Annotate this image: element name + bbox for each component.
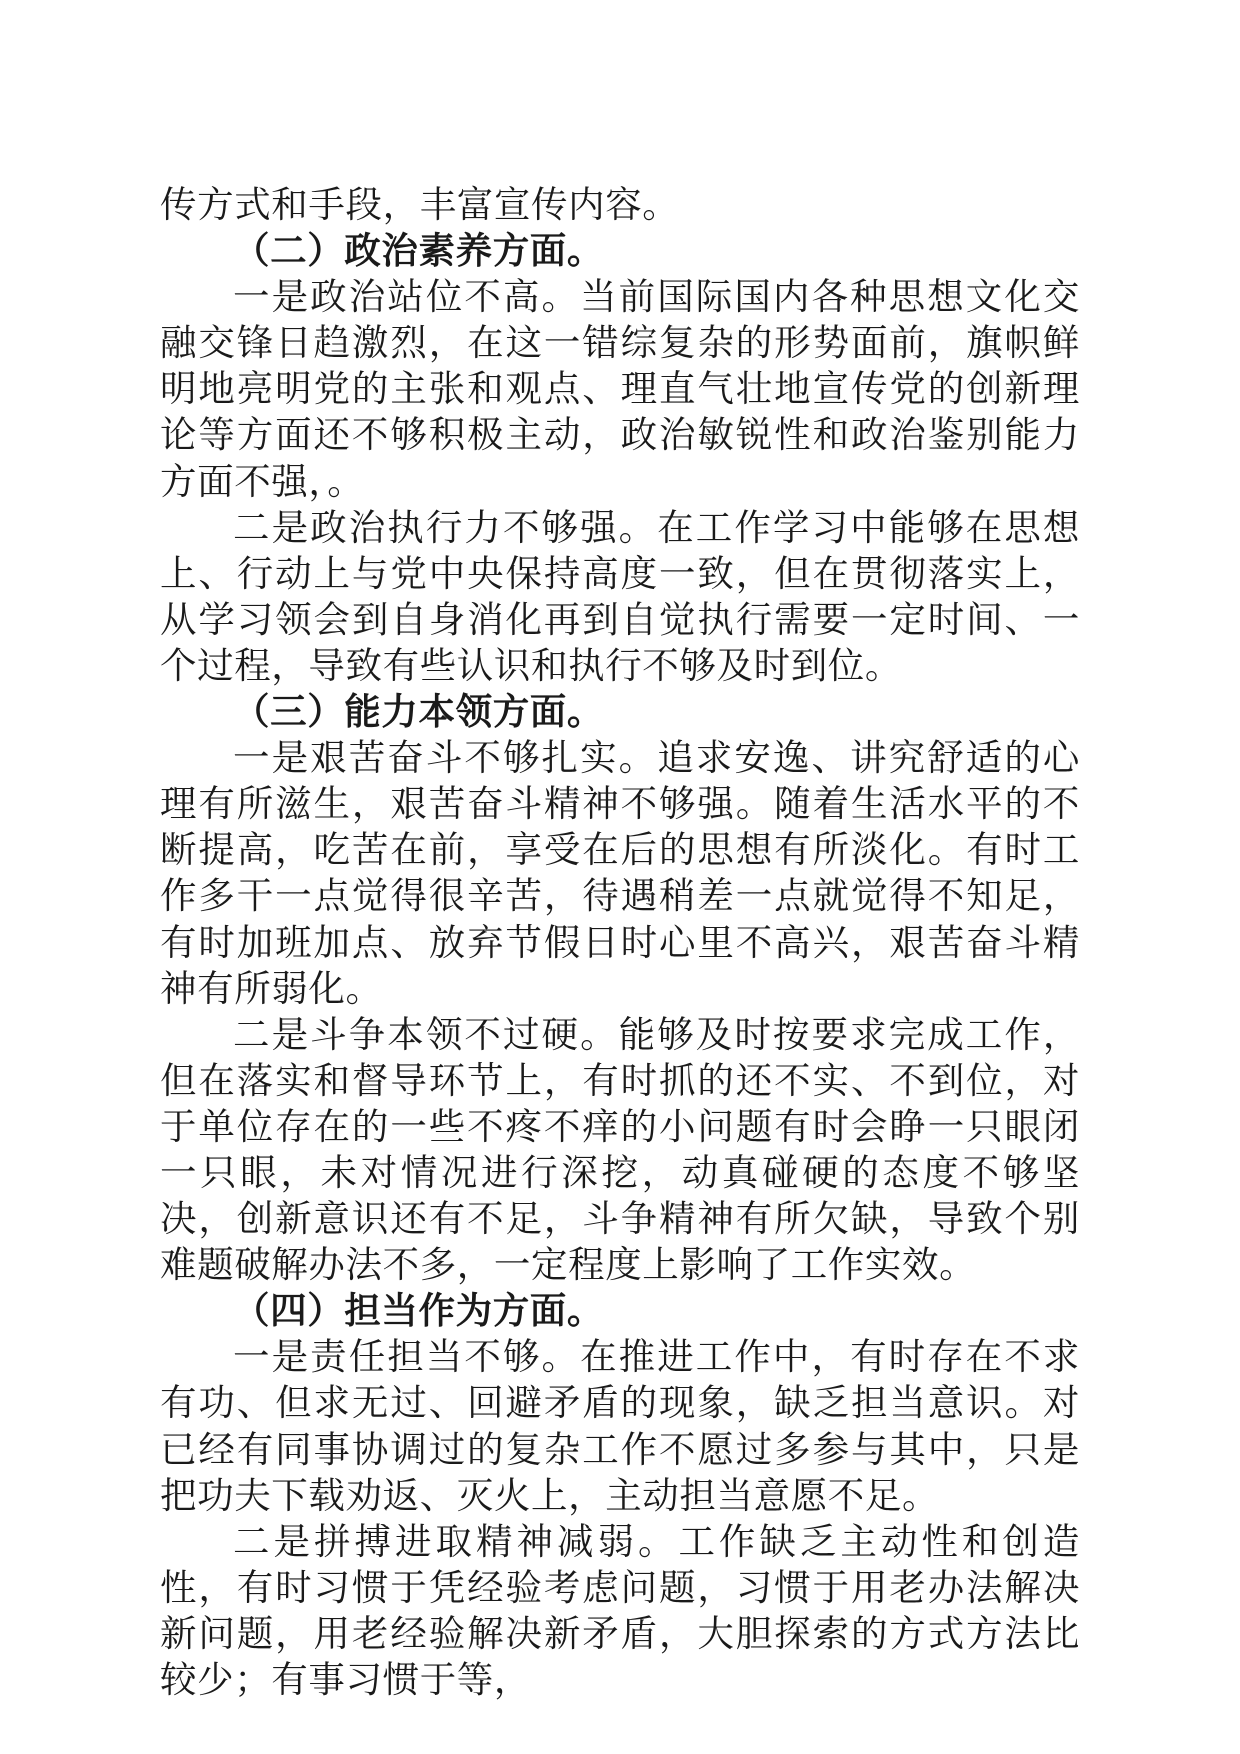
section-heading-responsibility: （四）担当作为方面。 — [233, 1289, 604, 1333]
section-heading-political-literacy: （二）政治素养方面。 — [233, 229, 604, 273]
section-heading-ability: （三）能力本领方面。 — [233, 690, 604, 734]
paragraph-enterprising-spirit: 二是拼搏进取精神减弱。工作缺乏主动性和创造性，有时习惯于凭经验考虑问题，习惯于用老办法解决新问题，用老经验解决新矛盾，大胆探索的方式方法比较少；有事习惯于等， — [160, 1519, 1080, 1701]
document-page — [160, 182, 1080, 1703]
paragraph-responsibility: 一是责任担当不够。在推进工作中，有时存在不求有功、但求无过、回避矛盾的现象，缺乏担当意识。对已经有同事协调过的复杂工作不愿过多参与其中，只是把功夫下载劝返、灭火上，主动担当意愿不足。 — [160, 1335, 1080, 1517]
paragraph-political-execution: 二是政治执行力不够强。在工作学习中能够在思想上、行动上与党中央保持高度一致，但在贯彻落实上，从学习领会到自身消化再到自觉执行需要一定时间、一个过程，导致有些认识和执行不够及时到位。 — [160, 505, 1080, 687]
paragraph-hard-work: 一是艰苦奋斗不够扎实。追求安逸、讲究舒适的心理有所滋生，艰苦奋斗精神不够强。随着生活水平的不断提高，吃苦在前，享受在后的思想有所淡化。有时工作多干一点觉得很辛苦，待遇稍差一点就觉得不知足，有时加班加点、放弃节假日时心里不高兴，艰苦奋斗精神有所弱化。 — [160, 736, 1080, 1010]
paragraph-struggle-skill: 二是斗争本领不过硬。能够及时按要求完成工作，但在落实和督导环节上，有时抓的还不实、不到位，对于单位存在的一些不疼不痒的小问题有时会睁一只眼闭一只眼，未对情况进行深挖，动真碰硬的态度不够坚决，创新意识还有不足，斗争精神有所欠缺，导致个别难题破解办法不多，一定程度上影响了工作实效。 — [160, 1012, 1080, 1287]
paragraph-continuation: 传方式和手段，丰富宣传内容。 — [160, 183, 680, 226]
paragraph-political-position: 一是政治站位不高。当前国际国内各种思想文化交融交锋日趋激烈，在这一错综复杂的形势面前，旗帜鲜明地亮明党的主张和观点、理直气壮地宣传党的创新理论等方面还不够积极主动，政治敏锐性和政治鉴别能力方面不强，。 — [160, 275, 1080, 503]
